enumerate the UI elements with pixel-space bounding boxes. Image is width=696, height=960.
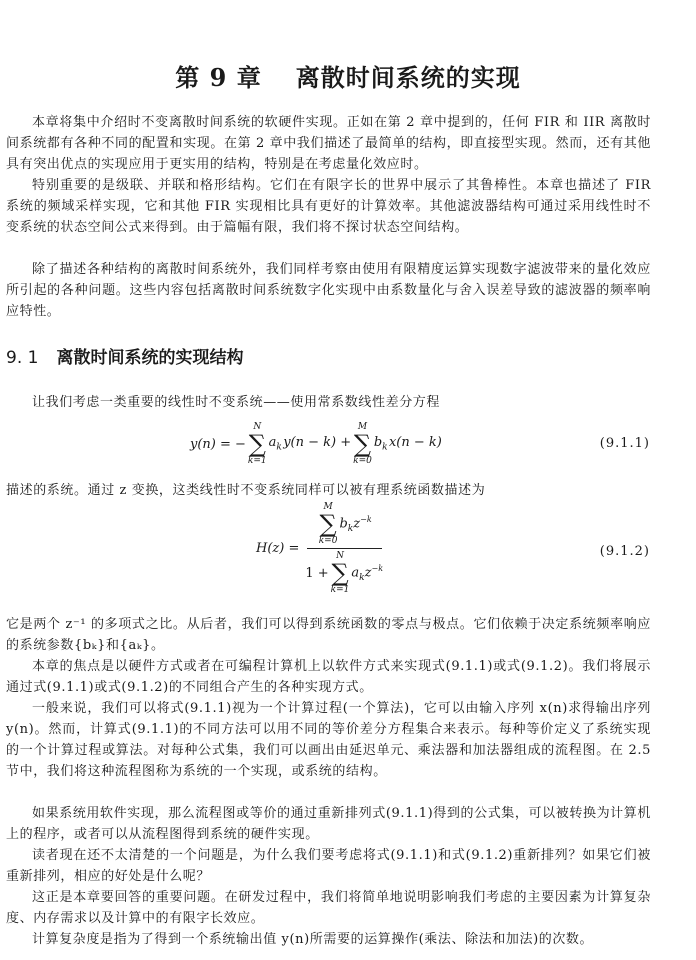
- intro-paragraph-2: 特别重要的是级联、并联和格形结构。它们在有限字长的世界中展示了其鲁棒性。本章也描述了 FIR 系统的频域采样实现，它和其他 FIR 实现相比具有更好的计算效率。其他滤波器结构可通过采用线性时不变系统的状态空间公式来得到。由于篇幅有限，我们将不探讨状态空间结构。: [6, 178, 651, 235]
- eq1-sum1-lower: k=1: [247, 456, 267, 466]
- sigma-symbol: ∑: [331, 559, 349, 587]
- intro-paragraph-3: 除了描述各种结构的离散时间系统外，我们同样考察由使用有限精度运算实现数字滤波带来的量化效应所引起的各种问题。这些内容包括离散时间系统数字化实现中由系数量化与舍入误差导致的滤波器的频率响应特性。: [6, 262, 651, 319]
- body-paragraph-5: 读者现在还不太清楚的一个问题是，为什么我们要考虑将式(9.1.1)和式(9.1.2)重新排列？如果它们被重新排列，相应的好处是什么呢？: [6, 848, 651, 884]
- body-paragraph-3: 一般来说，我们可以将式(9.1.1)视为一个计算过程(一个算法)，它可以由输入序列 x(n)求得输出序列 y(n)。然而，计算式(9.1.1)的不同方法可以用不同的等价差分方程集合来表示。每种等价定义了系统实现的一个计算过程或算法。对每种公式集，我们可以画出由延迟单元、乘法器和加法器组成的流程图。在 2.5 节中，我们将这种流程图称为系统的一个实现，或系统的结构。: [6, 701, 651, 779]
- equation-number: (9.1.2): [599, 544, 650, 559]
- eq1-sum2-lower: k=0: [353, 456, 372, 466]
- eq1-term2: $b_k$ x(n − k): [373, 435, 442, 453]
- section-number: 9. 1: [6, 348, 39, 368]
- chapter-name: 离散时间系统的实现: [295, 63, 521, 92]
- sigma-symbol: ∑: [319, 510, 337, 538]
- chapter-number: 第 9 章: [175, 63, 262, 92]
- eq1-sum1: [248, 422, 267, 466]
- sigma-symbol: ∑: [353, 430, 372, 458]
- eq1-sum2: [353, 422, 372, 466]
- section-title: 离散时间系统的实现结构: [56, 348, 244, 368]
- eq2-lhs: H(z) =: [256, 541, 300, 556]
- eq2-fraction: [305, 502, 383, 595]
- equation-9-1-1: [0, 418, 696, 468]
- eq2-denominator: 1 + N ∑ k=1 $a_kz^{-k}$: [305, 551, 384, 595]
- body-paragraph-6: 这正是本章要回答的重要问题。在研发过程中，我们将简单地说明影响我们考虑的主要因素为计算复杂度、内存需求以及计算中的有限字长效应。: [6, 890, 651, 926]
- body-paragraph-4: 如果系统用软件实现，那么流程图或等价的通过重新排列式(9.1.1)得到的公式集，可以被转换为计算机上的程序，或者可以从流程图得到系统的硬件实现。: [6, 806, 651, 842]
- eq2-numerator: M ∑ k=0 $b_kz^{-k}$: [307, 502, 382, 549]
- eq1-sum2-upper: M: [357, 422, 368, 432]
- body-paragraph-2: 本章的焦点是以硬件方式或者在可编程计算机上以软件方式来实现式(9.1.1)或式(9.1.2)。我们将展示通过式(9.1.1)或式(9.1.2)的不同组合产生的各种实现方式。: [6, 659, 651, 695]
- eq1-term1: $a_k$ y(n − k) +: [268, 435, 352, 453]
- eq1-sum1-upper: N: [253, 422, 262, 432]
- body-paragraph-1: 它是两个 z⁻¹ 的多项式之比。从后者，我们可以得到系统函数的零点与极点。它们依赖于决定系统频率响应的系统参数{bₖ}和{aₖ}。: [6, 617, 651, 653]
- intro-paragraph-1: 本章将集中介绍时不变离散时间系统的软硬件实现。正如在第 2 章中提到的，任何 FIR 和 IIR 离散时间系统都有各种不同的配置和实现。在第 2 章中我们描述了最简单的结构，即直接型实现。然而，还有其他具有突出优点的实现应用于更实用的结构，特别是在考虑量化效应时。: [6, 115, 651, 172]
- eq1-lhs: y(n) = −: [190, 436, 246, 452]
- after-eq1-text: 描述的系统。通过 z 变换，这类线性时不变系统同样可以被有理系统函数描述为: [6, 483, 486, 498]
- sigma-symbol: ∑: [248, 430, 266, 458]
- section-heading: [6, 343, 243, 368]
- equation-9-1-2: [0, 502, 696, 612]
- equation-number: (9.1.1): [599, 436, 650, 451]
- chapter-title: [0, 58, 696, 93]
- body-paragraph-7: 计算复杂度是指为了得到一个系统输出值 y(n)所需要的运算操作(乘法、除法和加法)的次数。: [32, 932, 594, 947]
- lead-in-text: 让我们考虑一类重要的线性时不变系统——使用常系数线性差分方程: [32, 395, 441, 410]
